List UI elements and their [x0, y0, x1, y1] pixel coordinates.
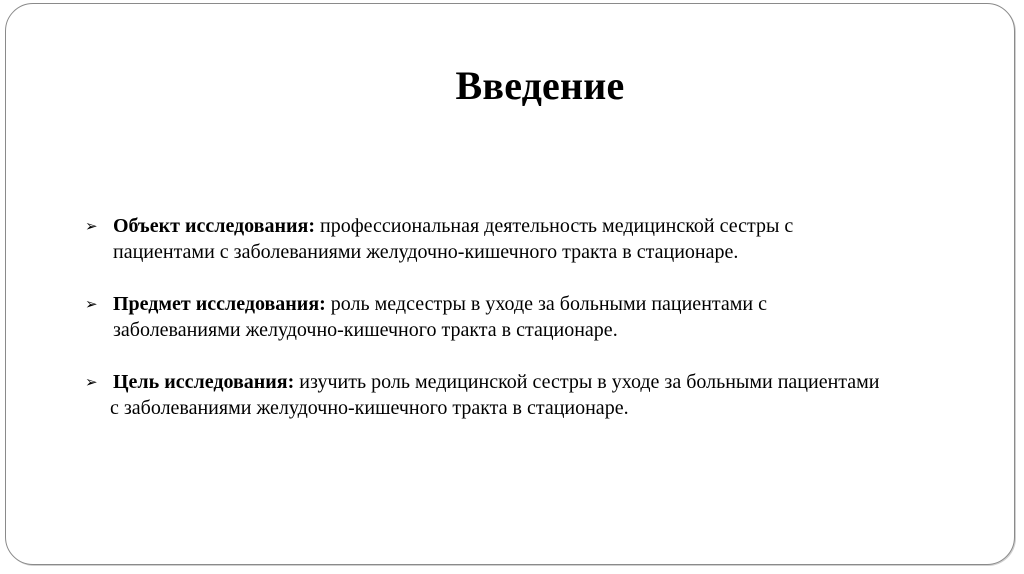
bullet-line-2: заболеваниями желудочно-кишечного тракта в стационаре. [113, 319, 618, 341]
bullet-object [86, 213, 966, 265]
bullet-text: изучить роль медицинской сестры в уходе за больными пациентами [294, 371, 880, 393]
bullet-term: Объект исследования: [113, 215, 316, 237]
bullet-term: Цель исследования: [113, 371, 295, 393]
bullet-line-2: пациентами с заболеваниями желудочно-кишечного тракта в стационаре. [113, 241, 739, 263]
bullet-list [86, 213, 966, 447]
arrow-bullet-icon: ➢ [85, 373, 98, 391]
bullet-goal [86, 369, 966, 421]
bullet-subject [86, 291, 966, 343]
bullet-text: роль медсестры в уходе за больными пациентами с [325, 293, 767, 315]
bullet-term: Предмет исследования: [113, 293, 326, 315]
bullet-line-1 [113, 291, 966, 317]
bullet-text: профессиональная деятельность медицинской сестры с [315, 215, 794, 237]
slide-title: Введение [455, 63, 625, 108]
arrow-bullet-icon: ➢ [85, 295, 98, 313]
arrow-bullet-icon: ➢ [85, 217, 98, 235]
bullet-line-1 [113, 213, 966, 239]
bullet-line-1 [113, 369, 966, 395]
bullet-line-2: с заболеваниями желудочно-кишечного тракта в стационаре. [110, 397, 629, 419]
